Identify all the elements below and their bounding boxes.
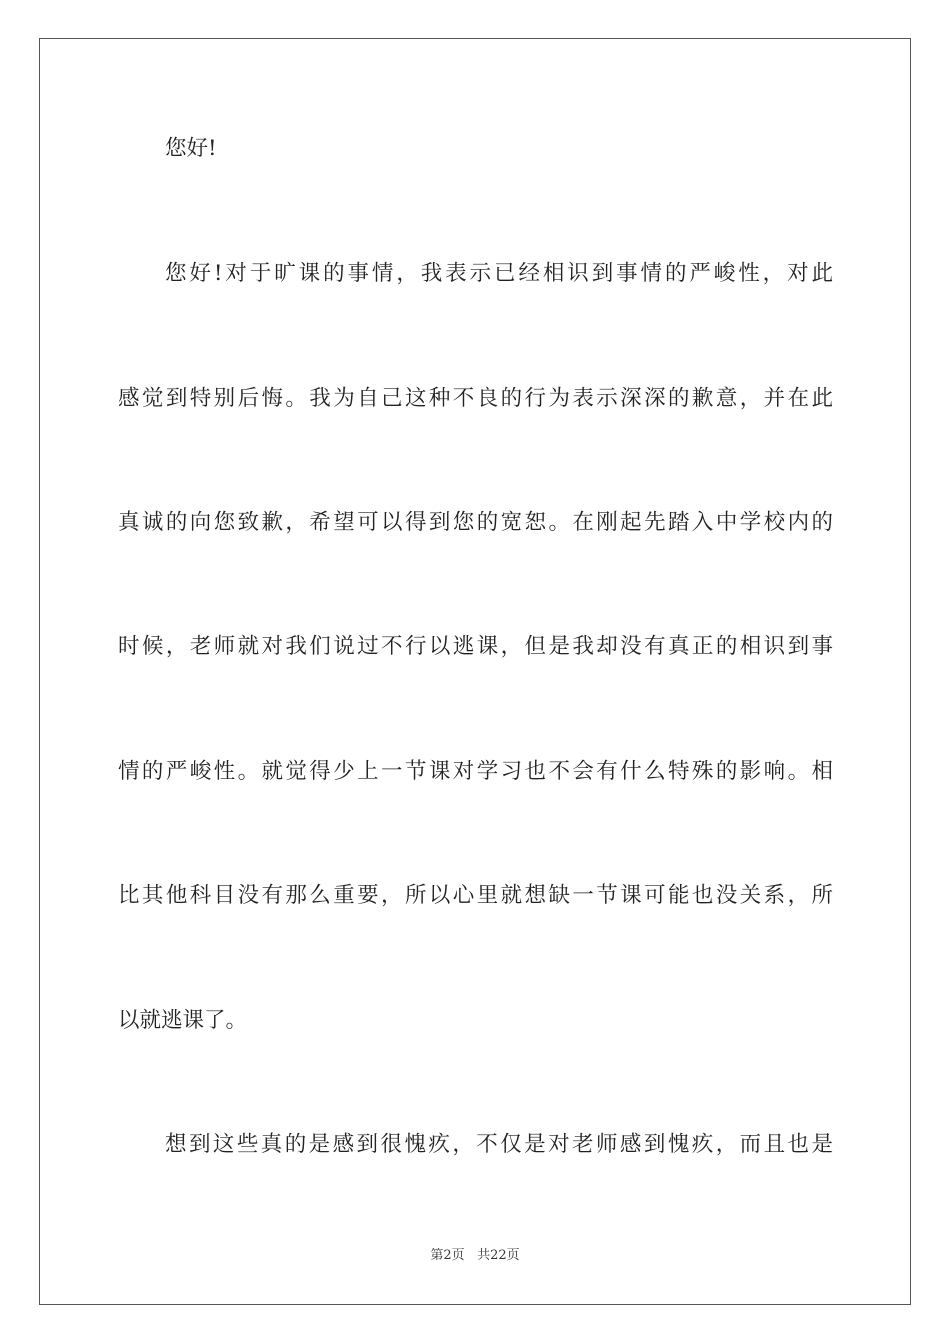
paragraph-1-line-2: 感觉到特别后悔。我为自己这种不良的行为表示深深的歉意，并在此 — [118, 386, 833, 411]
paragraph-1-line-5: 情的严峻性。就觉得少上一节课对学习也不会有什么特殊的影响。相 — [118, 759, 833, 784]
paragraph-1-line-3: 真诚的向您致歉，希望可以得到您的宽恕。在刚起先踏入中学校内的 — [118, 510, 833, 535]
paragraph-2-line-1: 想到这些真的是感到很愧疚，不仅是对老师感到愧疚，而且也是 — [165, 1132, 833, 1157]
page-frame — [39, 38, 911, 1305]
greeting: 您好! — [165, 136, 217, 161]
paragraph-1-line-4: 时候，老师就对我们说过不行以逃课，但是我却没有真正的相识到事 — [118, 634, 833, 659]
page-total: 共22页 — [477, 1248, 520, 1263]
paragraph-1-line-6: 比其他科目没有那么重要，所以心里就想缺一节课可能也没关系，所 — [118, 883, 833, 908]
paragraph-1-line-1: 您好!对于旷课的事情，我表示已经相识到事情的严峻性，对此 — [165, 261, 833, 286]
page-number: 第2页 — [430, 1248, 465, 1263]
page-footer — [0, 1247, 950, 1265]
paragraph-1-line-7: 以就逃课了。 — [118, 1008, 248, 1033]
